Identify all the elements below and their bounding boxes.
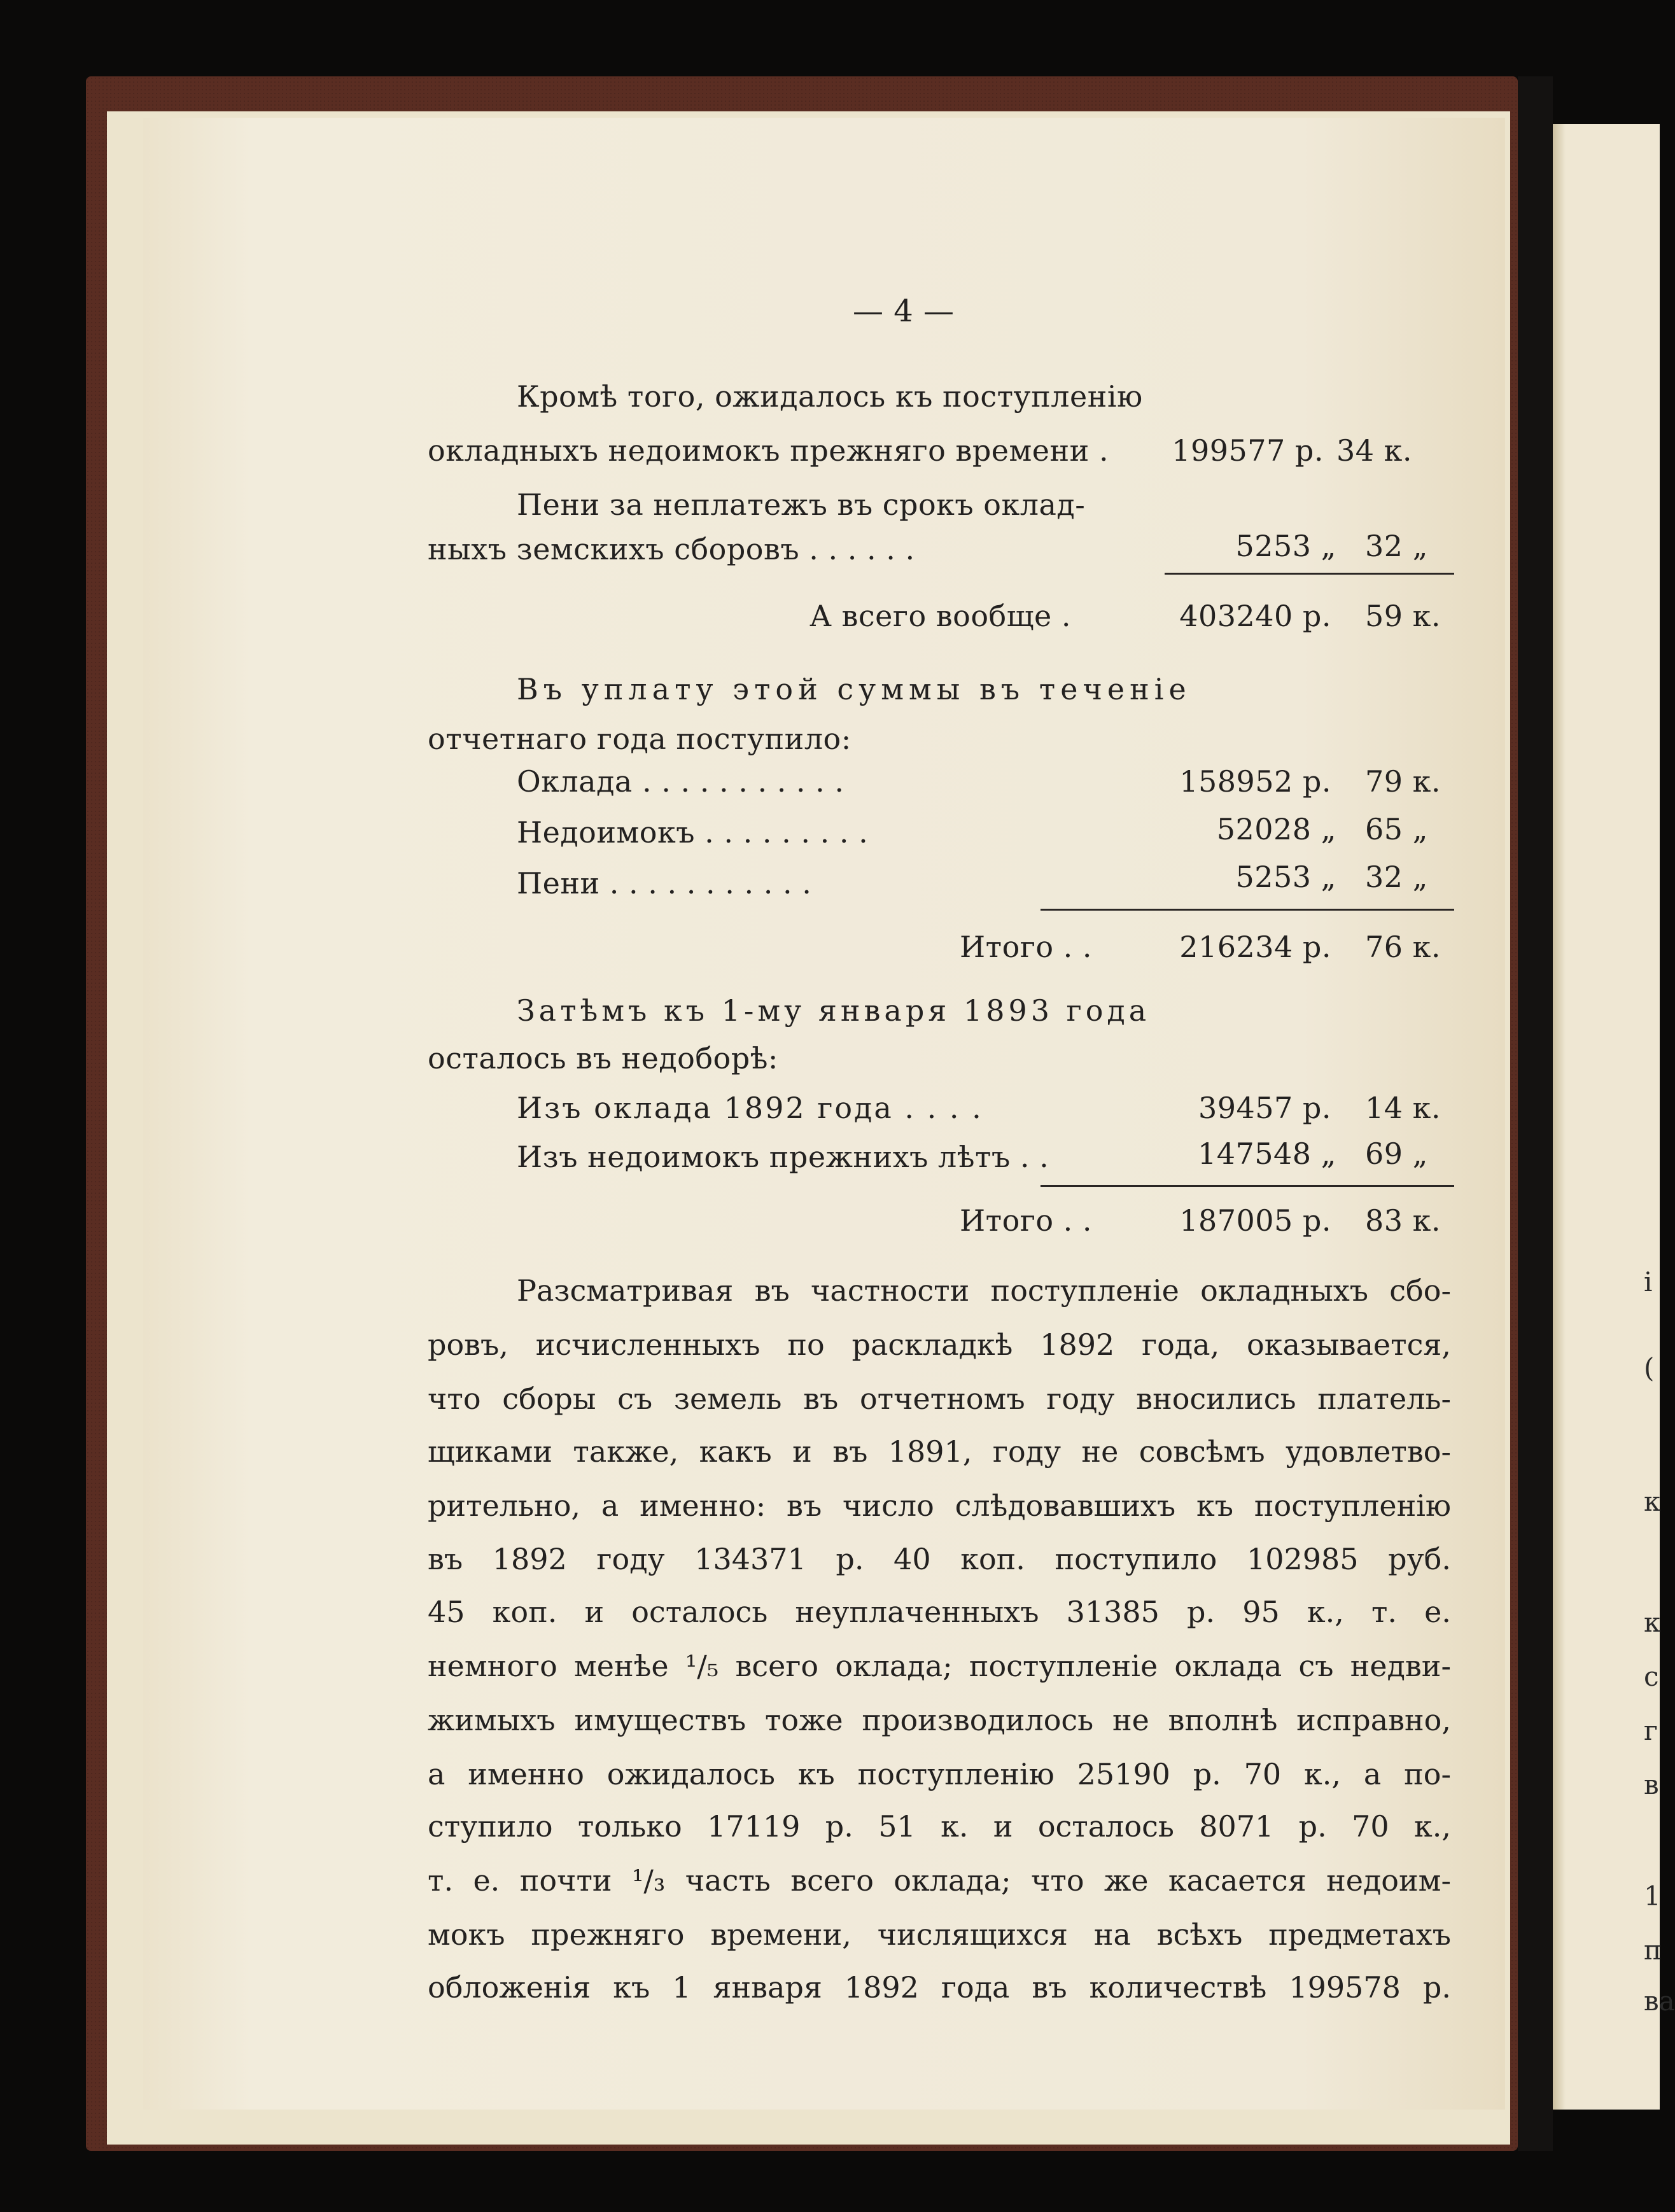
facing-page-fragment: (	[1644, 1352, 1655, 1383]
book-gutter	[1518, 76, 1553, 2151]
paragraph-line: жимыхъ имуществъ тоже производилось не вполнѣ исправно,	[428, 1703, 1451, 1737]
text-line: отчетнаго года поступило:	[428, 722, 852, 756]
paragraph-line: а именно ожидалось къ поступленію 25190 р. 70 к., а по-	[428, 1757, 1451, 1791]
row-label: Изъ недоимокъ прежнихъ лѣтъ . .	[517, 1140, 1049, 1174]
amount-kop: 32 „	[1365, 529, 1428, 563]
total-kop: 76 к.	[1365, 930, 1441, 964]
paragraph-line: 45 коп. и осталось неуплаченныхъ 31385 р. 95 к., т. е.	[428, 1595, 1451, 1629]
row-rub: 5253 „	[1235, 860, 1336, 894]
facing-page-fragment: і	[1644, 1266, 1653, 1298]
total-label: Итого . .	[960, 1203, 1093, 1238]
total-rub: 403240 р.	[1179, 599, 1331, 633]
total-label: А всего вообще .	[809, 599, 1071, 633]
paragraph-line: что сборы съ земель въ отчетномъ году вносились платель-	[428, 1382, 1451, 1416]
row-kop: 14 к.	[1365, 1091, 1441, 1125]
row-rub: 52028 „	[1216, 812, 1336, 846]
facing-page-fragment: г	[1644, 1715, 1658, 1746]
facing-page-fragment: в	[1644, 1769, 1659, 1800]
paragraph-line: Разсматривая въ частности поступленіе окладныхъ сбо-	[517, 1273, 1451, 1308]
paragraph-line: мокъ прежняго времени, числящихся на всѣхъ предметахъ	[428, 1917, 1451, 1952]
paragraph-line: немного менѣе ¹/₅ всего оклада; поступленіе оклада съ недви-	[428, 1649, 1451, 1683]
amount-kop: 34 к.	[1336, 433, 1413, 468]
facing-page-fragment: с	[1644, 1661, 1659, 1692]
row-rub: 147548 „	[1197, 1137, 1336, 1171]
text-line: Пени за неплатежъ въ срокъ оклад-	[517, 487, 1086, 522]
paragraph-line: ступило только 17119 р. 51 к. и осталось 8071 р. 70 к.,	[428, 1809, 1451, 1844]
total-kop: 59 к.	[1365, 599, 1441, 633]
paragraph-line: ровъ, исчисленныхъ по раскладкѣ 1892 года, оказывается,	[428, 1327, 1451, 1362]
text-line: окладныхъ недоимокъ прежняго времени .	[428, 433, 1109, 468]
row-label: Пени . . . . . . . . . . .	[517, 866, 812, 900]
facing-page-fragment: к	[1644, 1607, 1661, 1638]
paragraph-line: рительно, а именно: въ число слѣдовавшихъ къ поступленію	[428, 1488, 1451, 1523]
row-rub: 39457 р.	[1198, 1091, 1331, 1125]
row-kop: 79 к.	[1365, 764, 1441, 799]
text-line: ныхъ земскихъ сборовъ . . . . . .	[428, 532, 915, 566]
amount-rub: 199577 р.	[1172, 433, 1324, 468]
paragraph-line: въ 1892 году 134371 р. 40 коп. поступило 102985 руб.	[428, 1542, 1451, 1576]
row-label: Изъ оклада 1892 года . . . .	[517, 1091, 983, 1125]
row-label: Недоимокъ . . . . . . . . .	[517, 815, 869, 850]
sum-rule	[1165, 573, 1454, 575]
text-line: Затѣмъ къ 1-му января 1893 года	[517, 993, 1151, 1028]
paragraph-line: т. е. почти ¹/₃ часть всего оклада; что же касается недоим-	[428, 1863, 1451, 1898]
text-line: Въ уплату этой суммы въ теченіе	[517, 672, 1191, 706]
facing-page-fragment: к	[1644, 1486, 1661, 1517]
facing-page-fragment: п	[1644, 1935, 1662, 1966]
sum-rule	[1041, 909, 1454, 911]
sum-rule	[1041, 1185, 1454, 1187]
paragraph-line: щиками также, какъ и въ 1891, году не совсѣмъ удовлетво-	[428, 1434, 1451, 1469]
amount-rub: 5253 „	[1235, 529, 1336, 563]
next-page-edge	[1553, 124, 1660, 2110]
facing-page-fragment: 1	[1644, 1880, 1661, 1912]
row-kop: 69 „	[1365, 1137, 1428, 1171]
total-rub: 187005 р.	[1179, 1203, 1331, 1238]
total-label: Итого . .	[960, 930, 1093, 964]
row-rub: 158952 р.	[1179, 764, 1331, 799]
page-number: — 4 —	[853, 293, 955, 329]
row-label: Оклада . . . . . . . . . . .	[517, 764, 845, 799]
facing-page-fragment: ва	[1644, 1985, 1675, 2017]
total-rub: 216234 р.	[1179, 930, 1331, 964]
paragraph-line: обложенія къ 1 января 1892 года въ количествѣ 199578 р.	[428, 1970, 1451, 2005]
row-kop: 65 „	[1365, 812, 1428, 846]
row-kop: 32 „	[1365, 860, 1428, 894]
text-line: Кромѣ того, ожидалось къ поступленію	[517, 379, 1143, 414]
text-line: осталось въ недоборѣ:	[428, 1041, 778, 1075]
total-kop: 83 к.	[1365, 1203, 1441, 1238]
